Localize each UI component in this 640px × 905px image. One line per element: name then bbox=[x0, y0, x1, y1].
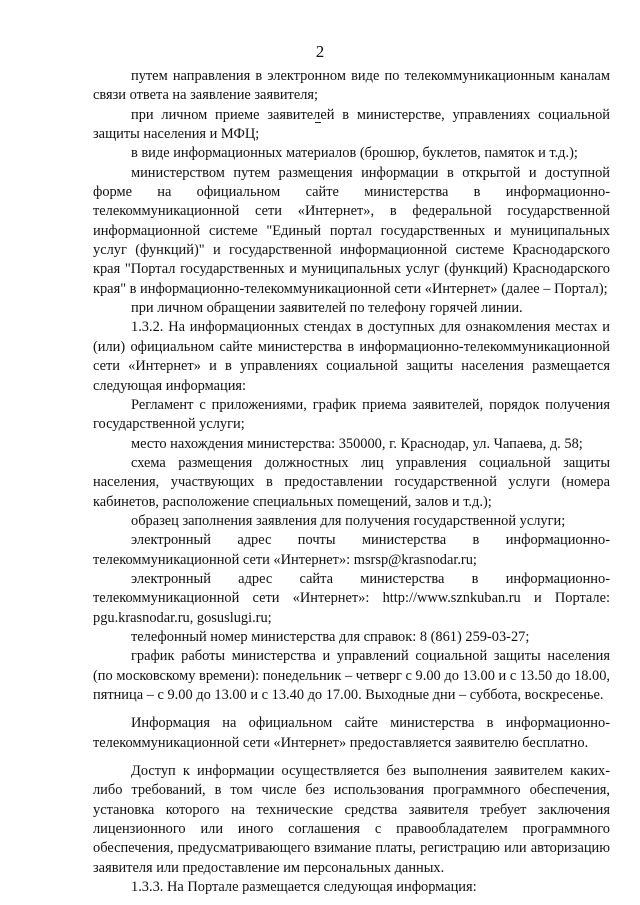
paragraph-hotline: при личном обращении заявителей по телефону горячей линии. bbox=[131, 300, 523, 317]
paragraph-address: место нахождения министерства: 350000, г. Краснодар, ул. Чапаева, д. 58; bbox=[131, 435, 583, 452]
paragraph-access-conditions: Доступ к информации осуществляется без выполнения заявителем каких-либо требований, в том числе без использования программного обеспечения, установка которого на технические средства заявителя требует заключения лицензионного или иного соглашения с правообладателем программного обеспечения, предусматривающего взимание платы, регистрацию или авторизацию заявителя или предоставление им персональных данных. bbox=[93, 763, 610, 876]
paragraph-staff-layout: схема размещения должностных лиц управления социальной защиты населения, участвующих в предоставлении государственной услуги (номера кабинетов, расположение специальных помещений, залов и т.д.); bbox=[93, 454, 610, 510]
page-number: 2 bbox=[315, 42, 325, 61]
paragraph-info-materials: в виде информационных материалов (брошюр, буклетов, памяток и т.д.); bbox=[131, 145, 578, 162]
paragraph-regulation: Регламент с приложениями, график приема заявителей, порядок получения государственной услуги; bbox=[93, 396, 610, 433]
paragraph-section-1-3-3: 1.3.3. На Портале размещается следующая информация: bbox=[131, 879, 477, 896]
paragraph-free-info: Информация на официальном сайте министерства в информационно-телекоммуникационной сети «Интернет» предоставляется заявителю бесплатно. bbox=[93, 715, 610, 751]
paragraph-electronic-channels: путем направления в электронном виде по телекоммуникационным каналам связи ответа на заявление заявителя; bbox=[93, 68, 610, 104]
paragraph-phone: телефонный номер министерства для справок: 8 (861) 259-03-27; bbox=[131, 628, 530, 645]
document-body bbox=[93, 67, 610, 897]
paragraph-section-1-3-2: 1.3.2. На информационных стендах в доступных для ознакомления местах и (или) официальном сайте министерства в информационно-телекоммуникационной сети «Интернет» и в управлениях социальной защиты населения размещается следующая информация: bbox=[93, 319, 610, 394]
paragraph-application-sample: образец заполнения заявления для получения государственной услуги; bbox=[131, 512, 566, 529]
paragraph-ministry-website: министерством путем размещения информации в открытой и доступной форме на официальном сайте министерства в информационно-телекоммуникационной сети «Интернет», в федеральной государственной информационной системе "Единый портал государственных и муниципальных услуг (функций)" и государственной информационной системе Краснодарского края "Портал государственных и муниципальных услуг (функций) Краснодарского края" в информационно-телекоммуникационной сети «Интернет» (далее – Портал); bbox=[93, 164, 610, 297]
paragraph-schedule: график работы министерства и управлений социальной защиты населения (по московскому времени): понедельник – четверг с 9.00 до 13.00 и с 13.50 до 18.00, пятница – с 9.00 до 13.00 и с 13.40 до 17.00. Выходные дни – суббота, воскресенье. bbox=[93, 648, 610, 703]
paragraph-personal-reception: при личном приеме заявителей в министерстве, управлениях социальной защиты населения и МФЦ; bbox=[93, 106, 610, 143]
paragraph-email: электронный адрес почты министерства в информационно-телекоммуникационной сети «Интернет»: msrsp@krasnodar.ru; bbox=[93, 532, 610, 568]
paragraph-website: электронный адрес сайта министерства в информационно-телекоммуникационной сети «Интернет»: http://www.sznkuban.ru и Портале: pgu.krasnodar.ru, gosuslugi.ru; bbox=[93, 570, 610, 626]
